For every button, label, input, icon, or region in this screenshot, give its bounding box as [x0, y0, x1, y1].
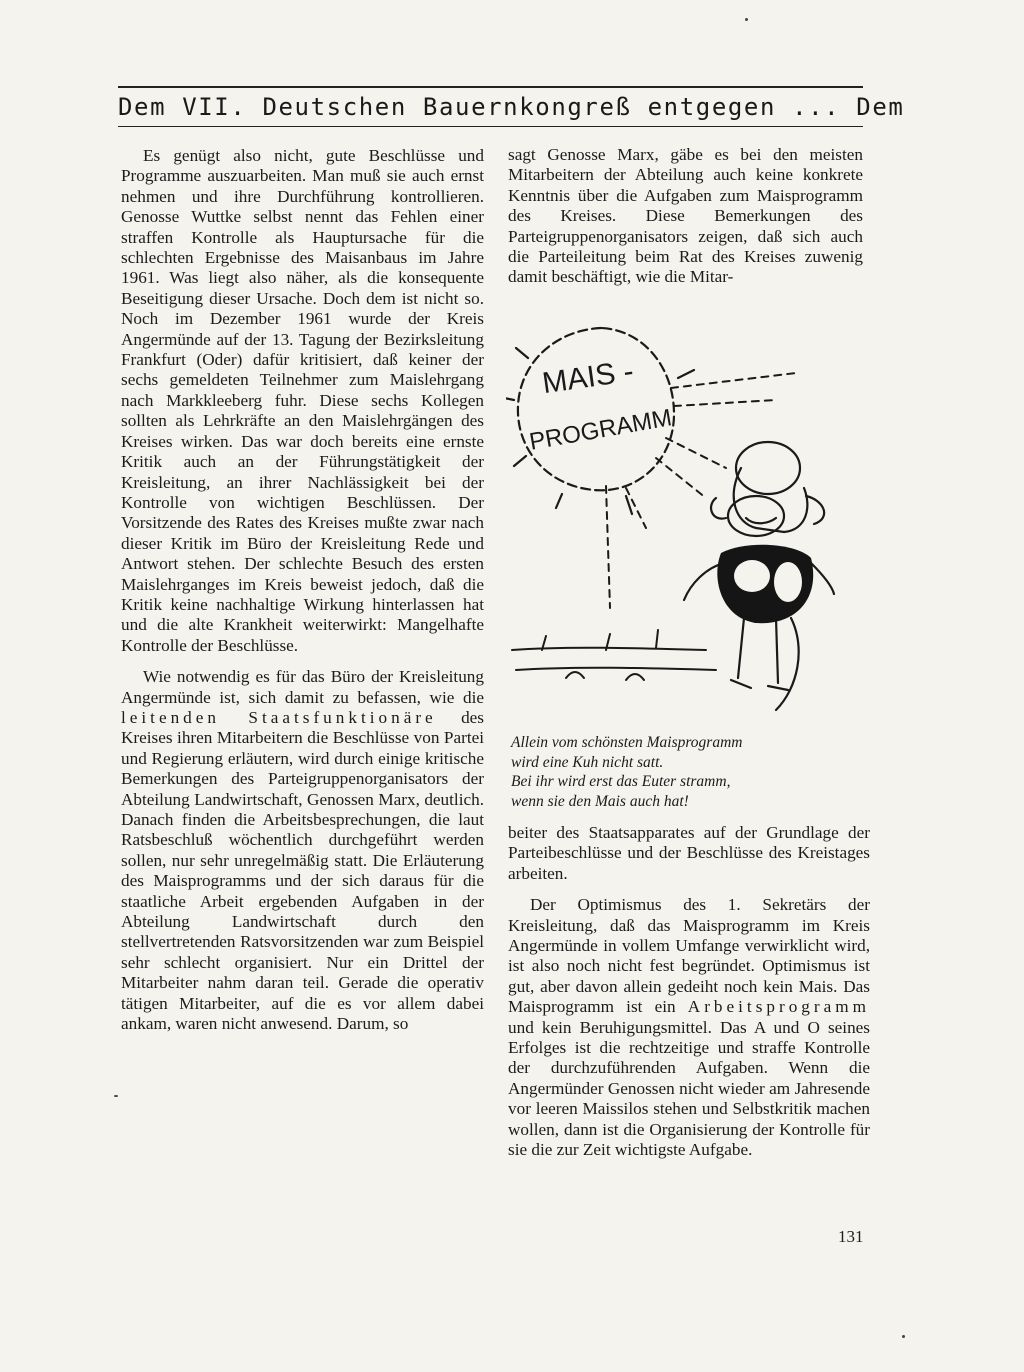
cow-spot-light: [774, 562, 802, 602]
paragraph-text: und kein Beruhigungsmittel. Das A und O seines Erfolges ist die rechtzeitige und straffe Kontrolle der durchzuführenden Aufgaben. Wenn die Angermünder Genossen nicht wieder am Jahresende vor leeren Maissilos stehen und Selbstkritik machen wollen, dann ist die Organisierung der Kontrolle für sie die zur Zeit wichtigste Aufgabe.: [508, 1017, 870, 1160]
paragraph: sagt Genosse Marx, gäbe es bei den meisten Mitarbeitern der Abteilung auch keine konkrete Kenntnis über die Aufgaben zum Maisprogramm des Kreises. Diese Bemerkungen des Parteigruppenorganisators zeigen, daß sich auch die Parteileitung beim Rat des Kreises zuwenig damit beschäftigt, wie die Mitar-: [508, 145, 863, 287]
left-column: [121, 146, 484, 1034]
right-column-top: [508, 145, 863, 288]
right-column-bottom: [508, 823, 870, 1161]
illustration-caption: [511, 733, 841, 811]
scan-speck: [745, 18, 748, 21]
paragraph-text: Der Optimismus des 1. Sekretärs der Kreisleitung, daß das Maisprogramm im Kreis Angermünde in vollem Umfange verwirklicht wird, ist also noch nicht fest begründet. Optimismus ist gut, aber davon allein gedeiht noch kein Mais. Das Maisprogramm ist ein: [508, 895, 870, 1017]
paragraph: [508, 895, 870, 1160]
paragraph-text: Wie notwendig es für das Büro der Kreisleitung Angermünde ist, sich damit zu befassen, wie die: [121, 667, 484, 707]
sun-label-line1: MAIS -: [540, 354, 636, 401]
emphasized-text: Arbeitsprogramm: [687, 997, 870, 1017]
cow-spot-light: [734, 560, 770, 592]
field-drawing: [512, 630, 716, 680]
running-header: Dem VII. Deutschen Bauernkongreß entgegen ... Dem: [118, 93, 905, 121]
paragraph: beiter des Staatsapparates auf der Grundlage der Parteibeschlüsse und der Beschlüsse des Kreistages arbeiten.: [508, 823, 870, 883]
paragraph-text: des Kreises ihren Mitarbeitern die Beschlüsse von Partei und Regierung erläutern, wird durch einige kritische Bemerkungen des Parteigruppenorganisators der Abteilung Landwirtschaft, Genossen Marx, deutlich. Danach finden die Arbeitsbesprechungen, die laut Ratsbeschluß wöchentlich durchgeführt werden sollen, nur sehr unregelmäßig statt. Die Erläuterung des Maisprogramms und der sich daraus für die staatliche Arbeit ergebenden Aufgaben in der Abteilung Landwirtschaft durch den stellvertretenden Ratsvorsitzenden war zum Beispiel sehr schlecht organisiert. Nur ein Drittel der Mitarbeiter nahm daran teil. Gerade die operativ tätigen Mitarbeiter, auf die es vor allem dabei ankam, waren nicht anwesend. Darum, so: [121, 707, 484, 1034]
header-rule-bottom: [118, 126, 863, 127]
caption-line: Allein vom schönsten Maisprogramm: [511, 734, 743, 751]
scan-speck: [902, 1335, 905, 1338]
sun-label-line2: PROGRAMM: [527, 404, 674, 456]
header-rule-top: [118, 86, 863, 88]
cartoon-illustration: [506, 318, 866, 726]
paragraph: [121, 667, 484, 1034]
caption-line: Bei ihr wird erst das Euter stramm,: [511, 773, 731, 790]
caption-line: wenn sie den Mais auch hat!: [511, 792, 689, 810]
caption-line: wird eine Kuh nicht satt.: [511, 753, 664, 771]
page-number: 131: [838, 1227, 864, 1246]
paragraph: Es genügt also nicht, gute Beschlüsse und Programme auszuarbeiten. Man muß sie auch ernst nehmen und ihre Durchführung kontrollieren. Genosse Wuttke selbst nennt das Fehlen einer straffen Kontrolle als Hauptursache für die schlechten Ergebnisse des Maisanbaus im Jahre 1961. Was liegt also näher, als die konsequente Beseitigung dieser Ursache. Doch dem ist nicht so. Noch im Dezember 1961 wurde der Kreis Angermünde auf der 13. Tagung der Bezirksleitung Frankfurt (Oder) dafür kritisiert, daß keiner der sechs gemeldeten Teilnehmer zum Maislehrgang nach Markkleeberg fuhr. Diese sechs Kollegen sollten als Lehrkräfte an den Maislehrgängen des Kreises wirken. Das war doch bereits eine ernste Kritik auch an der Führungstätigkeit der Kreisleitung, an ihrer Nachlässigkeit bei der Kontrolle von wichtigen Beschlüssen. Der Vorsitzende des Rates des Kreises mußte zwar nach dieser Kritik im Büro der Kreisleitung Rede und Antwort stehen. Der schlechte Besuch des ersten Maislehrganges im Kreis beweist jedoch, daß die Kritik keine nachhaltige Wirkung hinterlassen hat und die alte Krankheit weiterwirkt: Mangelhafte Kontrolle der Beschlüsse.: [121, 146, 484, 655]
scan-speck: [114, 1095, 118, 1097]
emphasized-text: leitenden Staatsfunktionäre: [121, 707, 437, 727]
